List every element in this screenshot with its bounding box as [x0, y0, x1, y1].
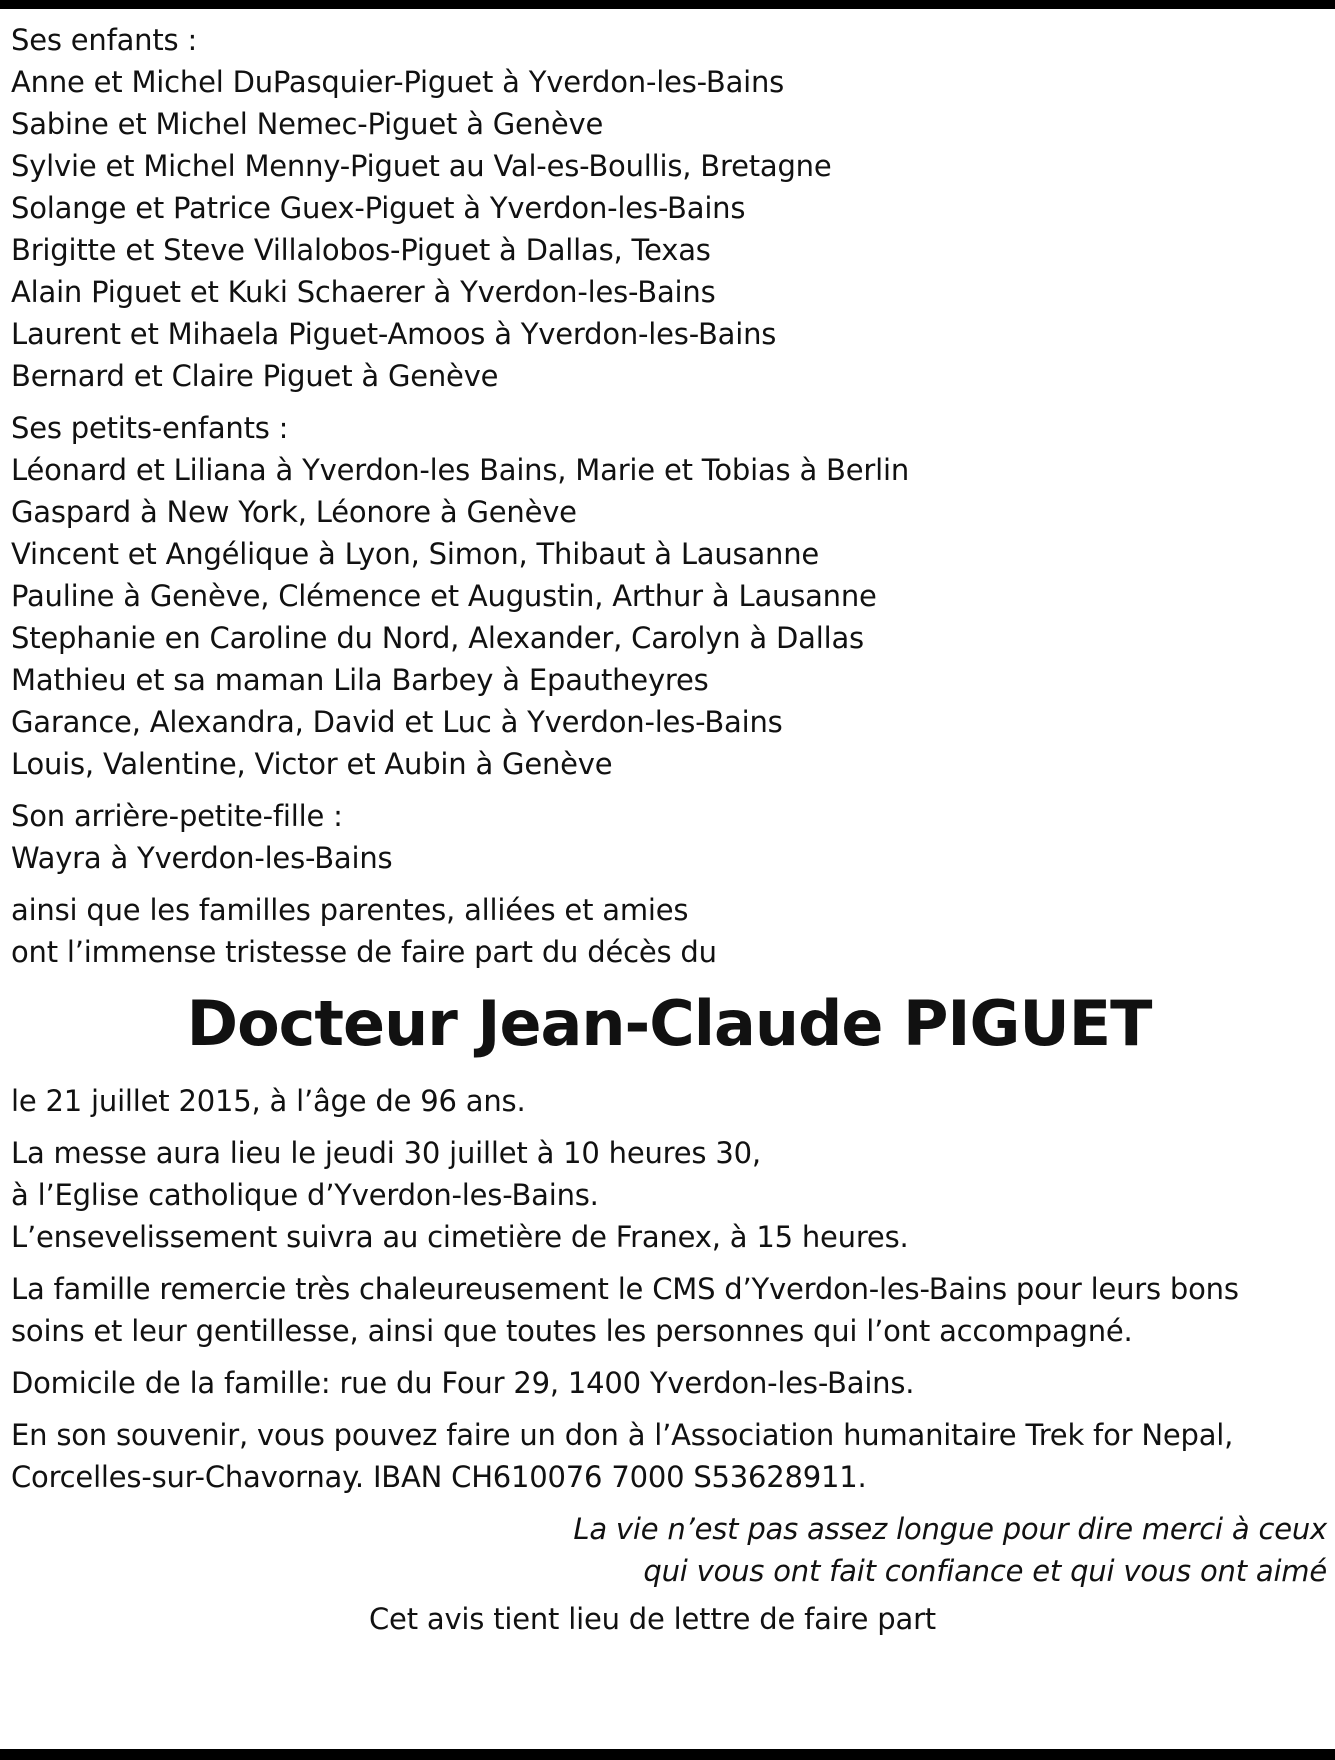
- closing-note: Cet avis tient lieu de lettre de faire part: [369, 1602, 936, 1636]
- thanks-section: [11, 1268, 1327, 1352]
- child-entry: Solange et Patrice Guex-Piguet à Yverdon-les-Bains: [11, 191, 746, 225]
- grandchild-entry: Pauline à Genève, Clémence et Augustin, Arthur à Lausanne: [11, 579, 877, 613]
- donation-line: En son souvenir, vous pouvez faire un don à l’Association humanitaire Trek for Nepal,: [11, 1418, 1234, 1452]
- child-entry: Alain Piguet et Kuki Schaerer à Yverdon-les-Bains: [11, 275, 716, 309]
- grandchild-entry: Léonard et Liliana à Yverdon-les Bains, Marie et Tobias à Berlin: [11, 453, 910, 487]
- grandchild-entry: Gaspard à New York, Léonore à Genève: [11, 495, 577, 529]
- grandchild-entry: Mathieu et sa maman Lila Barbey à Epautheyres: [11, 663, 709, 697]
- child-entry: Sabine et Michel Nemec-Piguet à Genève: [11, 107, 604, 141]
- grandchild-entry: Garance, Alexandra, David et Luc à Yverdon-les-Bains: [11, 705, 783, 739]
- death-date: le 21 juillet 2015, à l’âge de 96 ans.: [11, 1084, 526, 1118]
- child-entry: Sylvie et Michel Menny-Piguet au Val-es-Boullis, Bretagne: [11, 149, 832, 183]
- great-grandchild-heading: Son arrière-petite-fille :: [11, 799, 343, 833]
- grandchildren-section: [11, 407, 1327, 785]
- quote-line: La vie n’est pas assez longue pour dire merci à ceux: [573, 1512, 1327, 1546]
- grandchild-entry: Vincent et Angélique à Lyon, Simon, Thibaut à Lausanne: [11, 537, 820, 571]
- domicile-section: [11, 1362, 1327, 1404]
- child-entry: Brigitte et Steve Villalobos-Piguet à Dallas, Texas: [11, 233, 711, 267]
- obituary-notice: [11, 19, 1327, 1640]
- closing-section: [11, 1598, 1327, 1640]
- announcement-line: ainsi que les familles parentes, alliées et amies: [11, 893, 689, 927]
- child-entry: Anne et Michel DuPasquier-Piguet à Yverdon-les-Bains: [11, 65, 785, 99]
- grandchild-entry: Stephanie en Caroline du Nord, Alexander, Carolyn à Dallas: [11, 621, 864, 655]
- great-grandchild-entry: Wayra à Yverdon-les-Bains: [11, 841, 393, 875]
- announcement-line: ont l’immense tristesse de faire part du décès du: [11, 935, 717, 969]
- children-section: [11, 19, 1327, 397]
- death-date-section: [11, 1080, 1327, 1122]
- children-heading: Ses enfants :: [11, 23, 198, 57]
- deceased-name-section: [11, 983, 1327, 1065]
- bottom-border-rule: [0, 1749, 1335, 1760]
- grandchildren-heading: Ses petits-enfants :: [11, 411, 289, 445]
- announcement-section: [11, 889, 1327, 973]
- grandchild-entry: Louis, Valentine, Victor et Aubin à Genève: [11, 747, 613, 781]
- thanks-line: soins et leur gentillesse, ainsi que toutes les personnes qui l’ont accompagné.: [11, 1314, 1133, 1348]
- donation-line: Corcelles-sur-Chavornay. IBAN CH610076 7000 S53628911.: [11, 1460, 867, 1494]
- ceremony-line: L’ensevelissement suivra au cimetière de Franex, à 15 heures.: [11, 1220, 909, 1254]
- child-entry: Bernard et Claire Piguet à Genève: [11, 359, 499, 393]
- ceremony-line: La messe aura lieu le jeudi 30 juillet à 10 heures 30,: [11, 1136, 761, 1170]
- great-grandchild-section: [11, 795, 1327, 879]
- ceremony-section: [11, 1132, 1327, 1258]
- ceremony-line: à l’Eglise catholique d’Yverdon-les-Bains.: [11, 1178, 599, 1212]
- thanks-line: La famille remercie très chaleureusement le CMS d’Yverdon-les-Bains pour leurs bons: [11, 1272, 1239, 1306]
- child-entry: Laurent et Mihaela Piguet-Amoos à Yverdon-les-Bains: [11, 317, 777, 351]
- domicile-line: Domicile de la famille: rue du Four 29, 1400 Yverdon-les-Bains.: [11, 1366, 915, 1400]
- donation-section: [11, 1414, 1327, 1498]
- top-border-rule: [0, 0, 1335, 9]
- deceased-name: Docteur Jean-Claude PIGUET: [186, 987, 1152, 1060]
- quote-line: qui vous ont fait confiance et qui vous ont aimé: [643, 1554, 1327, 1588]
- quote-section: [11, 1508, 1327, 1592]
